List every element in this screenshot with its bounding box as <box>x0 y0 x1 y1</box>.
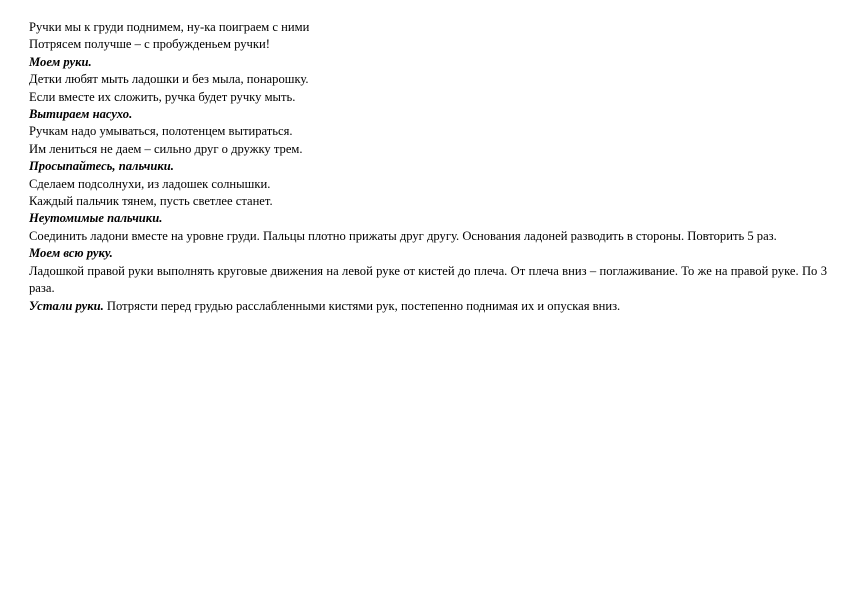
wash-line-2: Если вместе их сложить, ручка будет ручку мыть. <box>29 89 296 104</box>
heading-wash-hands: Моем руки. <box>29 54 92 69</box>
heading-tireless-fingers: Неутомимые пальчики. <box>29 211 163 226</box>
heading-wake-fingers: Просыпайтесь, пальчики. <box>29 159 174 174</box>
wash-line-1: Детки любят мыть ладошки и без мыла, понарошку. <box>29 72 309 87</box>
tired-hands-paragraph <box>29 298 827 315</box>
heading-tired-hands: Устали руки. <box>29 298 104 313</box>
document-page <box>29 19 827 315</box>
heading-wash-arm: Моем всю руку. <box>29 246 113 261</box>
poem-line-2: Потрясем получше – с пробужденьем ручки! <box>29 37 270 52</box>
arm-paragraph: Ладошкой правой руки выполнять круговые движения на левой руке от кистей до плеча. От плеча вниз – поглаживание. То же на правой руке. По 3 раза. <box>29 263 827 296</box>
tireless-paragraph: Соединить ладони вместе на уровне груди. Пальцы плотно прижаты друг другу. Основания ладоней разводить в стороны. Повторить 5 раз. <box>29 228 777 243</box>
wake-line-1: Сделаем подсолнухи, из ладошек солнышки. <box>29 176 271 191</box>
wake-line-2: Каждый пальчик тянем, пусть светлее станет. <box>29 194 273 209</box>
dry-line-1: Ручкам надо умываться, полотенцем вытираться. <box>29 124 293 139</box>
tired-hands-text: Потрясти перед грудью расслабленными кистями рук, постепенно поднимая их и опуская вниз. <box>106 298 621 313</box>
poem-line-1: Ручки мы к груди поднимем, ну-ка поиграем с ними <box>29 20 310 34</box>
dry-line-2: Им лениться не даем – сильно друг о дружку трем. <box>29 141 303 156</box>
heading-dry-hands: Вытираем насухо. <box>29 107 133 122</box>
